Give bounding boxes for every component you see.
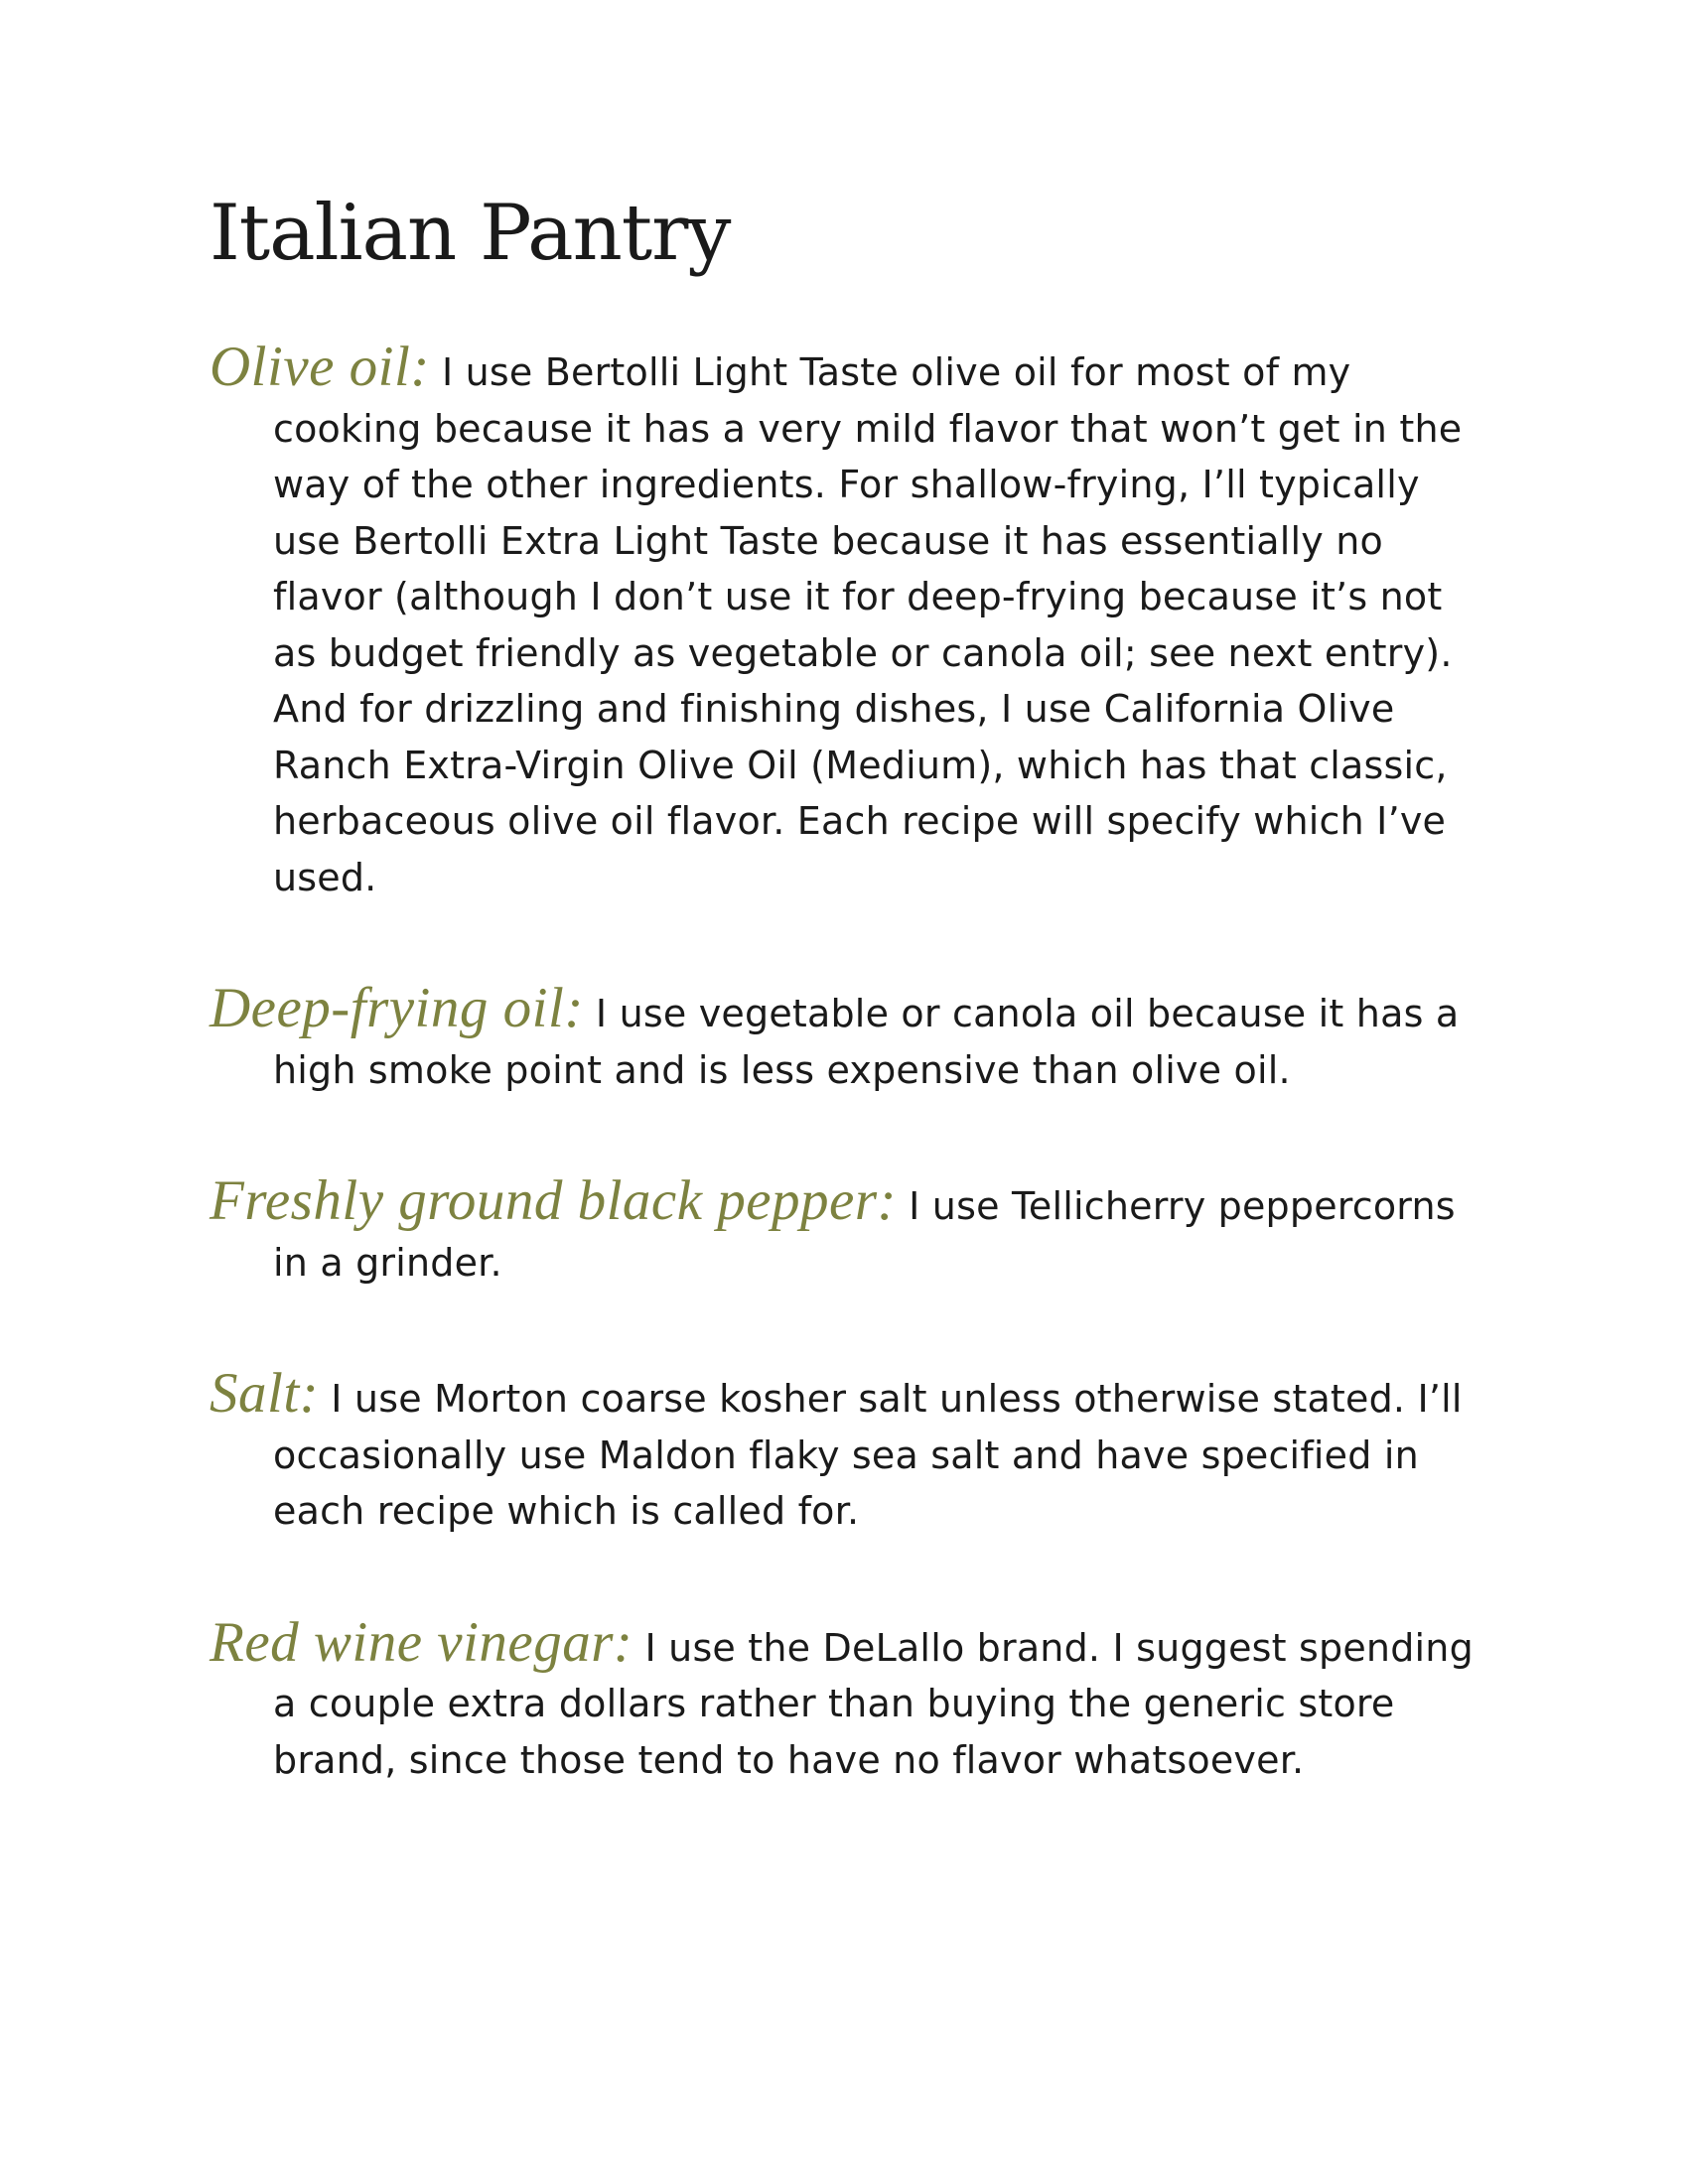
entry-term: Freshly ground black pepper: xyxy=(210,1169,898,1232)
entry-red-wine-vinegar xyxy=(210,1610,1490,1789)
entry-salt xyxy=(210,1362,1490,1540)
entry-text: I use vegetable or canola oil because it has a high smoke point and is less expensive than olive oil. xyxy=(273,992,1460,1092)
entry-term: Deep-frying oil: xyxy=(210,977,584,1039)
entry-term: Salt: xyxy=(210,1362,320,1425)
entry-term: Red wine vinegar: xyxy=(210,1610,633,1674)
entry-deep-frying-oil xyxy=(210,977,1490,1098)
entry-olive-oil xyxy=(210,336,1490,905)
entry-text: I use Morton coarse kosher salt unless otherwise stated. I’ll occasionally use Maldon flaky sea salt and have specified in each recipe which is called for. xyxy=(273,1377,1463,1533)
pantry-entry-list xyxy=(210,336,1490,1863)
entry-text: I use the DeLallo brand. I suggest spending a couple extra dollars rather than buying the generic store brand, since those tend to have no flavor whatsoever. xyxy=(273,1625,1474,1782)
entry-term: Olive oil: xyxy=(210,336,430,398)
entry-text: I use Tellicherry peppercorns in a grinder. xyxy=(273,1184,1456,1285)
page-title: Italian Pantry xyxy=(210,189,731,278)
entry-text: I use Bertolli Light Taste olive oil for most of my cooking because it has a very mild flavor that won’t get in the way of the other ingredients. For shallow-frying, I’ll typically use Bertolli Extra Light Taste because it has essentially no flavor (although I don’t use it for deep-frying because it’s not as budget friendly as vegetable or canola oil; see next entry). And for drizzling and finishing dishes, I use California Olive Ranch Extra-Virgin Olive Oil (Medium), which has that classic, herbaceous olive oil flavor. Each recipe will specify which I’ve used. xyxy=(273,350,1463,899)
entry-black-pepper xyxy=(210,1169,1490,1291)
